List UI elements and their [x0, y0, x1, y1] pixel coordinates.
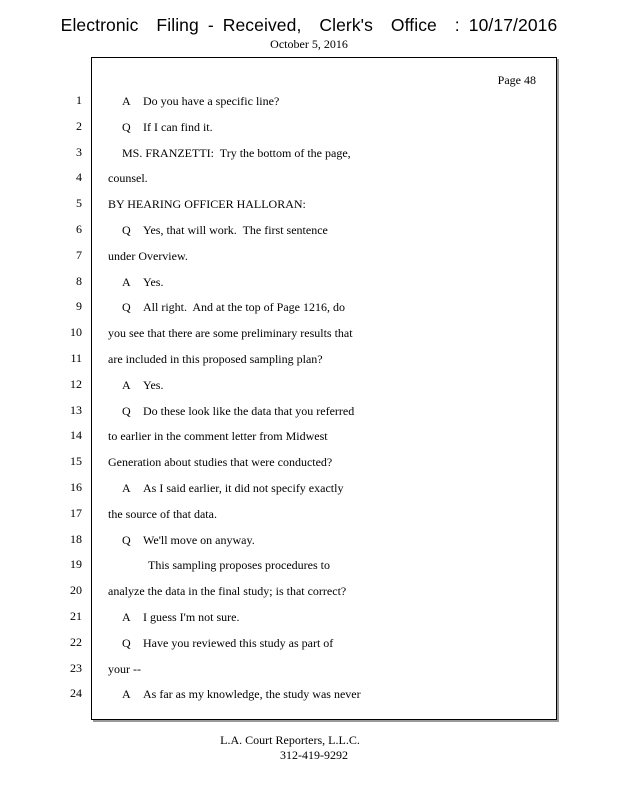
line-number: 10 — [70, 325, 82, 340]
line-number: 9 — [76, 299, 82, 314]
transcript-line — [108, 218, 548, 244]
line-text: MS. FRANZETTI: Try the bottom of the page, — [122, 145, 351, 160]
speaker-label: Q — [122, 300, 131, 315]
transcript-body — [108, 89, 548, 708]
hearing-date: October 5, 2016 — [270, 37, 348, 51]
transcript-line — [108, 528, 548, 554]
line-number: 3 — [76, 144, 82, 159]
transcript-line — [108, 553, 548, 579]
line-number: 15 — [70, 454, 82, 469]
speaker-label: Q — [122, 532, 131, 547]
line-number: 6 — [76, 221, 82, 236]
speaker-label: Q — [122, 222, 131, 237]
speaker-label: A — [122, 687, 131, 702]
transcript-line — [108, 115, 548, 141]
line-number: 14 — [70, 428, 82, 443]
line-text: your -- — [108, 661, 141, 676]
transcript-line — [108, 657, 548, 683]
speaker-label: Q — [122, 635, 131, 650]
line-number-column — [50, 88, 82, 707]
line-text: I guess I'm not sure. — [143, 609, 240, 624]
line-text: Yes. — [143, 274, 164, 289]
line-number: 20 — [70, 583, 82, 598]
footer-phone: 312-419-9292 — [280, 748, 348, 762]
speaker-label: A — [122, 94, 131, 108]
line-number: 1 — [76, 93, 82, 107]
transcript-line — [108, 141, 548, 167]
line-number: 8 — [76, 273, 82, 288]
transcript-line — [108, 424, 548, 450]
line-number: 4 — [76, 170, 82, 185]
transcript-line — [108, 631, 548, 657]
transcript-line — [108, 502, 548, 528]
transcript-line — [108, 450, 548, 476]
transcript-line — [108, 244, 548, 270]
line-number: 16 — [70, 479, 82, 494]
line-text: As far as my knowledge, the study was never — [143, 687, 361, 702]
line-text: counsel. — [108, 171, 148, 186]
transcript-line — [108, 347, 548, 373]
speaker-label: Q — [122, 119, 131, 134]
line-text: We'll move on anyway. — [143, 532, 255, 547]
transcript-line — [108, 476, 548, 502]
transcript-line — [108, 89, 548, 115]
line-number: 17 — [70, 505, 82, 520]
filing-stamp: Electronic Filing - Received, Clerk's Office : 10/17/2016 — [60, 15, 558, 35]
transcript-line — [108, 295, 548, 321]
line-number: 24 — [70, 686, 82, 701]
speaker-label: A — [122, 609, 131, 624]
transcript-line — [108, 270, 548, 296]
line-number: 13 — [70, 402, 82, 417]
line-text: are included in this proposed sampling plan? — [108, 351, 323, 366]
transcript-line — [108, 579, 548, 605]
speaker-label: A — [122, 480, 131, 495]
transcript-line — [108, 321, 548, 347]
transcript-line — [108, 682, 548, 708]
line-text: Do you have a specific line? — [143, 94, 280, 108]
line-number: 5 — [76, 196, 82, 211]
line-text: BY HEARING OFFICER HALLORAN: — [108, 197, 306, 212]
line-text: All right. And at the top of Page 1216, do — [143, 300, 345, 315]
line-text: the source of that data. — [108, 506, 217, 521]
line-number: 22 — [70, 634, 82, 649]
transcript-line — [108, 373, 548, 399]
line-number: 11 — [70, 350, 82, 365]
line-number: 18 — [70, 531, 82, 546]
line-number: 12 — [70, 376, 82, 391]
transcript-line — [108, 605, 548, 631]
line-text: Do these look like the data that you referred — [143, 403, 355, 418]
line-number: 19 — [70, 557, 82, 572]
line-text: under Overview. — [108, 248, 188, 263]
line-number: 2 — [76, 118, 82, 133]
line-text: Generation about studies that were conducted? — [108, 455, 333, 470]
transcript-line — [108, 192, 548, 218]
line-text: This sampling proposes procedures to — [148, 558, 330, 573]
line-number: 21 — [70, 608, 82, 623]
line-text: Have you reviewed this study as part of — [143, 635, 334, 650]
transcript-line — [108, 166, 548, 192]
line-text: analyze the data in the final study; is that correct? — [108, 584, 347, 599]
line-text: Yes. — [143, 377, 164, 392]
line-text: you see that there are some preliminary results that — [108, 326, 353, 341]
line-text: If I can find it. — [143, 119, 213, 134]
line-number: 7 — [76, 247, 82, 262]
line-text: to earlier in the comment letter from Midwest — [108, 429, 328, 444]
footer-firm-name: L.A. Court Reporters, L.L.C. — [220, 733, 360, 747]
line-text: Yes, that will work. The first sentence — [143, 222, 328, 237]
page-number: Page 48 — [497, 73, 536, 87]
speaker-label: A — [122, 377, 131, 392]
speaker-label: Q — [122, 403, 131, 418]
speaker-label: A — [122, 274, 131, 289]
line-text: As I said earlier, it did not specify exactly — [143, 480, 344, 495]
transcript-line — [108, 399, 548, 425]
transcript-page — [91, 57, 557, 720]
line-number: 23 — [70, 660, 82, 675]
